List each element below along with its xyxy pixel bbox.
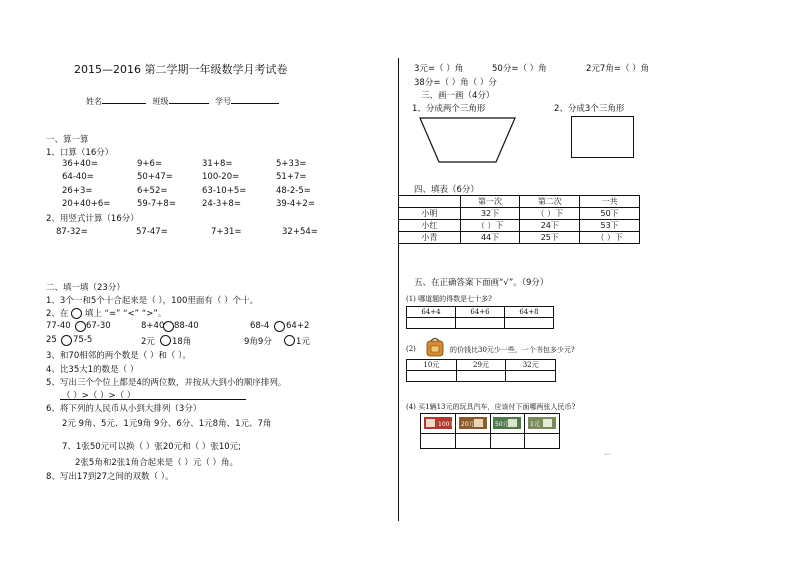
table-header-cell: 第一次 [460,196,520,208]
oral-r1c3: 51+7= [276,172,307,182]
section1-title: 一、算一算 [46,135,89,145]
banknote-label: 50元 [495,420,510,428]
number-blank[interactable] [231,103,279,104]
vertical-calc-2: 57-47= [136,227,168,237]
answer-cell[interactable] [407,318,456,329]
oral-r2c1: 6+52= [137,186,168,196]
fill-q7b: 2张5角和2张1角合起来是（ ）元（ ）角。 [75,458,239,468]
oral-r1c2: 100-20= [202,172,240,182]
oral-r1c0: 64-40= [62,172,94,182]
fill-q6: 6、将下列的人民币从小到大排列（3分） [46,404,202,414]
option-cell: 10元 [407,360,457,371]
option-cell: 29元 [456,360,506,371]
money-1: 3元=（ ）角 [414,64,464,74]
answer-cell[interactable] [407,371,457,382]
compare-circle[interactable] [274,321,285,332]
banknote-cell [455,414,490,434]
pick-q2-number: (2) [406,345,416,353]
compare-circle[interactable] [163,321,174,332]
oral-r3c0: 20+40+6= [62,199,111,209]
section3-title: 三、画一画（4分） [421,91,495,101]
table-cell[interactable]: （ ）下 [520,208,580,220]
vertical-calc-title: 2、用竖式计算（16分） [46,214,139,224]
banknote-cell [490,414,525,434]
answer-cell[interactable] [505,318,554,329]
cmp-r2-b: 75-5 [73,335,93,345]
option-cell: 64+6 [456,307,505,318]
pick-q3: (4) 买1辆13元的玩具汽车，应该付下面哪两张人民币? [406,403,576,411]
option-cell: 32元 [506,360,556,371]
oral-r3c1: 59-7+8= [137,199,176,209]
table-header-cell: 一共 [580,196,640,208]
vertical-calc-1: 87-32= [56,227,88,237]
cmp-r1-f: 64+2 [286,321,310,331]
trapezoid-shape[interactable] [418,116,518,166]
pick-q2-table [406,359,556,382]
cmp-r1-b: 67-30 [86,321,111,331]
answer-cell[interactable] [490,434,525,449]
cmp-r2-d: 18角 [172,337,192,347]
pick-q2: 的价钱比30元少一些，一个书包多少元? [450,346,575,354]
cmp-r1-a: 77-40 [46,321,71,331]
class-blank[interactable] [169,103,209,104]
name-blank[interactable] [102,103,146,104]
banknote-table [420,413,560,449]
page-title: 2015—2016 第二学期一年级数学月考试卷 [74,63,288,76]
table-cell: 小明 [399,208,461,220]
cmp-r1-c: 8+40 [141,321,165,331]
oral-r0c0: 36+40= [62,159,98,169]
oral-r0c3: 5+33= [276,159,307,169]
fill-q2 [46,307,166,319]
answer-cell[interactable] [506,371,556,382]
pick-q1: (1) 哪道题的得数是七十多? [406,295,492,303]
table-row [399,220,640,232]
fill-q5: 5、写出三个个位上都是4的两位数，并按从大到小的顺序排列。 [46,378,287,388]
answer-cell[interactable] [421,434,456,449]
option-cell: 64+8 [505,307,554,318]
cmp-r1-e: 68-4 [250,321,270,331]
compare-circle[interactable] [284,335,295,346]
draw-q2: 2、分成3个三角形 [554,104,625,114]
table-cell: 25下 [520,232,580,244]
fill-q5-blanks[interactable]: （ ）>（ ）>（ ） [62,391,136,401]
table-row [399,232,640,244]
banknote-1-icon [527,416,557,430]
answer-cell[interactable] [525,434,560,449]
table-header-cell: 第二次 [520,196,580,208]
banknote-20-icon [458,416,488,430]
stray-mark: ﹏ [604,449,611,456]
table-cell[interactable]: （ ）下 [460,220,520,232]
oral-r2c3: 48-2-5= [276,186,311,196]
oral-r2c0: 26+3= [62,186,93,196]
option-cell: 64+4 [407,307,456,318]
compare-circle[interactable] [75,321,86,332]
answer-cell[interactable] [455,434,490,449]
oral-r0c2: 31+8= [202,159,233,169]
table-cell: 44下 [460,232,520,244]
banknote-cell [421,414,456,434]
rectangle-shape[interactable] [571,116,634,158]
fill-q2-suffix: 填上 “=” “<” “>”。 [84,309,167,319]
oral-r3c3: 39-4+2= [276,199,315,209]
answer-cell[interactable] [456,318,505,329]
cmp-r2-f: 1元 [296,337,310,347]
table-cell: 50下 [580,208,640,220]
oral-r1c1: 50+47= [137,172,173,182]
vertical-calc-3: 7+31= [211,227,242,237]
banknote-label: 1元 [530,420,540,428]
compare-circle[interactable] [61,335,72,346]
table-header-row [399,196,640,208]
cmp-r1-d: 88-40 [174,321,199,331]
oral-r2c2: 63-10+5= [202,186,247,196]
banknote-label: 100元 [437,420,456,428]
vertical-calc-4: 32+54= [282,227,318,237]
oral-r3c2: 24-3+8= [202,199,241,209]
banknote-label: 20元 [460,420,475,428]
money-4: 38分=（ ）角（ ）分 [414,78,497,88]
oral-r0c1: 9+6= [137,159,163,169]
fill-q4: 4、比35大1的数是（ ） [46,365,139,375]
table-cell: 小红 [399,220,461,232]
fill-q2-prefix: 2、在 [46,309,69,319]
answer-line [60,399,246,400]
table-row [399,208,640,220]
answer-cell[interactable] [456,371,506,382]
section2-title: 二、填一填（23分） [46,283,125,293]
banknote-50-icon [492,416,522,430]
pick-q1-table [406,306,554,329]
fill-q3: 3、和70相邻的两个数是（ ）和（ ）。 [46,351,191,361]
banknote-cell [525,414,560,434]
number-label: 学号 [215,97,232,106]
cmp-r2-c: 2元 [141,337,155,347]
circle-icon [71,308,82,319]
table-cell: 24下 [520,220,580,232]
table-cell: 32下 [460,208,520,220]
banknote-100-icon [423,416,456,430]
table-cell: 53下 [580,220,640,232]
compare-circle[interactable] [160,335,171,346]
draw-q1: 1、分成两个三角形 [412,104,486,114]
schoolbag-icon [424,336,446,358]
fill-q6-items: 2元 9角、5元、1元9角 9分、6分、1元8角、1元、7角 [62,419,272,429]
column-divider [398,58,399,521]
money-3: 2元7角=（ ）角 [586,64,650,74]
fill-q8: 8、写出17到27之间的双数（ ）。 [46,472,174,482]
section5-title: 五、在正确答案下面画“√”。（9分） [414,278,549,288]
name-label: 姓名 [86,97,102,106]
tally-table [398,195,640,244]
fill-q1: 1、3个一和5个十合起来是（ ），100里面有（ ）个十。 [46,296,259,306]
fill-q7a: 7、1张50元可以换（ ）张20元和（ ）张10元; [62,442,242,452]
cmp-r2-e: 9角9分 [244,337,272,347]
oral-calc-title: 1、口算（16分） [46,148,114,158]
money-2: 50分=（ ）角 [492,64,547,74]
student-info [86,96,279,107]
cmp-r2-a: 25 [46,335,57,345]
table-cell: 小青 [399,232,461,244]
section4-title: 四、填表（6分） [414,185,479,195]
class-label: 班级 [152,97,169,106]
table-header-cell [399,196,461,208]
table-cell[interactable]: （ ）下 [580,232,640,244]
